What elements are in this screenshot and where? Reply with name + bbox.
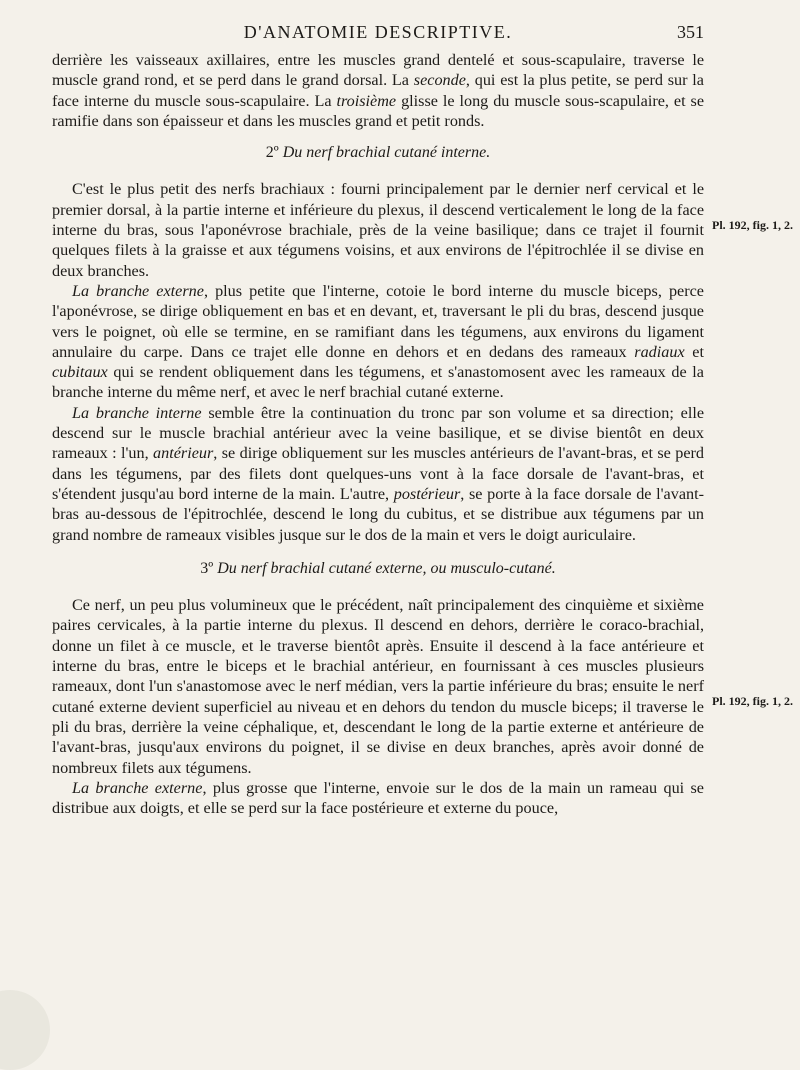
- text-run: , qui est la plus petite, se perd sur la face interne du muscle sous-scapulaire. La: [52, 71, 704, 110]
- text-run: , plus grosse que l'interne, envoie sur le dos de la main un rameau qui se distribue aux doigts, et elle se perd sur la face postérieure et externe du pouce,: [52, 778, 704, 818]
- paragraph: [52, 403, 704, 545]
- body-text: [52, 50, 704, 818]
- italic-text: La branche externe: [72, 281, 204, 300]
- section-number: 3º: [200, 559, 214, 577]
- paragraph: [52, 179, 704, 280]
- italic-text: La branche externe: [72, 778, 203, 797]
- text-run: C'est le plus petit des nerfs brachiaux : fourni principalement par le dernier nerf cervical et le premier dorsal, à la partie interne et inférieure du plexus, il descend verticalement le long de la face interne du bras, sous l'aponévrose brachiale, près de la veine basilique; dans ce trajet il fournit quelques filets à la graisse et aux tégumens voisins, et aux environs de l'épitrochlée il se divise en deux branches.: [52, 180, 704, 280]
- intro-paragraphs: [52, 50, 704, 131]
- section-3-paragraphs: [52, 595, 704, 818]
- page-stain: [0, 990, 50, 1070]
- paragraph: [52, 778, 704, 819]
- text-run: derrière les vaisseaux axillaires, entre les muscles grand dentelé et sous-scapulaire, traverse le muscle grand rond, et se perd dans le grand dorsal. La: [52, 51, 704, 90]
- margin-note-plate-ref: Pl. 192, fig. 1, 2.: [712, 218, 793, 232]
- italic-text: radiaux: [634, 342, 685, 361]
- italic-text: antérieur: [153, 444, 214, 463]
- text-run: Ce nerf, un peu plus volumineux que le précédent, naît principalement des cinquième et sixième paires cervicales, à la partie interne du plexus. Il descend en dehors, derrière le coraco-brachial, donne un filet à ce muscle, et le traverse bientôt après. Ensuite il descend à la face antérieure et interne du bras, entre le biceps et le brachial antérieur, en fournissant à ces muscles plusieurs rameaux, dont l'un s'anastomose avec le nerf médian, vers la partie inférieure du bras; ensuite le nerf cutané externe devient superficiel au niveau et en dehors du tendon du muscle biceps; il traverse le pli du bras, derrière la veine céphalique, et, descendant le long de la partie externe et antérieure de l'avant-bras, jusqu'aux environs du poignet, il se divise en deux branches, après avoir donné de nombreux filets aux tégumens.: [52, 596, 704, 777]
- paragraph: [52, 50, 704, 131]
- text-run: , se porte à la face dorsale de l'avant-bras au-dessous de l'épitrochlée, descend le long du cubitus, et se distribue aux tégumens par un grand nombre de rameaux visibles jusque sur le dos de la main et vers le doigt auriculaire.: [52, 484, 704, 544]
- italic-text: La branche interne: [72, 403, 202, 422]
- running-title: D'ANATOMIE DESCRIPTIVE.: [243, 22, 513, 42]
- italic-text: postérieur: [393, 484, 461, 503]
- running-head: [52, 22, 704, 46]
- text-run: qui se rendent obliquement dans les tégumens, et s'anastomosent avec les rameaux de la branche interne du même nerf, et avec le nerf brachial cutané externe.: [52, 363, 704, 402]
- margin-note-plate-ref: Pl. 192, fig. 1, 2.: [712, 694, 793, 708]
- text-run: semble être la continuation du tronc par son volume et sa direction; elle descend sur le muscle brachial antérieur avec la veine basilique, et se divise bientôt en deux rameaux : l'un,: [52, 403, 705, 463]
- section-title: Du nerf brachial cutané externe, ou musculo-cutané.: [217, 559, 556, 577]
- italic-text: cubitaux: [52, 363, 108, 382]
- page-number: 351: [677, 22, 704, 42]
- section-heading-brachial-cutane-externe: [52, 559, 704, 579]
- section-number: 2º: [265, 144, 279, 162]
- italic-text: seconde: [413, 71, 466, 90]
- section-title: Du nerf brachial cutané interne.: [282, 144, 491, 162]
- text-run: glisse le long du muscle sous-scapulaire, et se ramifie dans son épaisseur et dans les muscles grand et petit ronds.: [52, 91, 704, 130]
- section-heading-brachial-cutane-interne: [52, 143, 704, 163]
- text-run: et: [684, 342, 704, 361]
- text-run: , se dirige obliquement sur les muscles antérieurs de l'avant-bras, et se perd dans les tégumens, par des filets dont quelques-uns vont à la face dorsale de l'avant-bras, et s'étendent jusqu'au bord interne de la main. L'autre,: [52, 444, 704, 503]
- section-2-paragraphs: [52, 179, 704, 544]
- text-run: , plus petite que l'interne, cotoie le bord interne du muscle biceps, perce l'aponévrose, se dirige obliquement en bas et en devant, et, traversant le pli du bras, descend jusque vers le poignet, où elle se termine, en se ramifiant dans les tégumens, aux environs du ligament annulaire du carpe. Dans ce trajet elle donne en dehors et en dedans des rameaux: [52, 281, 704, 361]
- italic-text: troisième: [336, 91, 397, 110]
- paragraph: [52, 281, 704, 403]
- paragraph: [52, 595, 704, 778]
